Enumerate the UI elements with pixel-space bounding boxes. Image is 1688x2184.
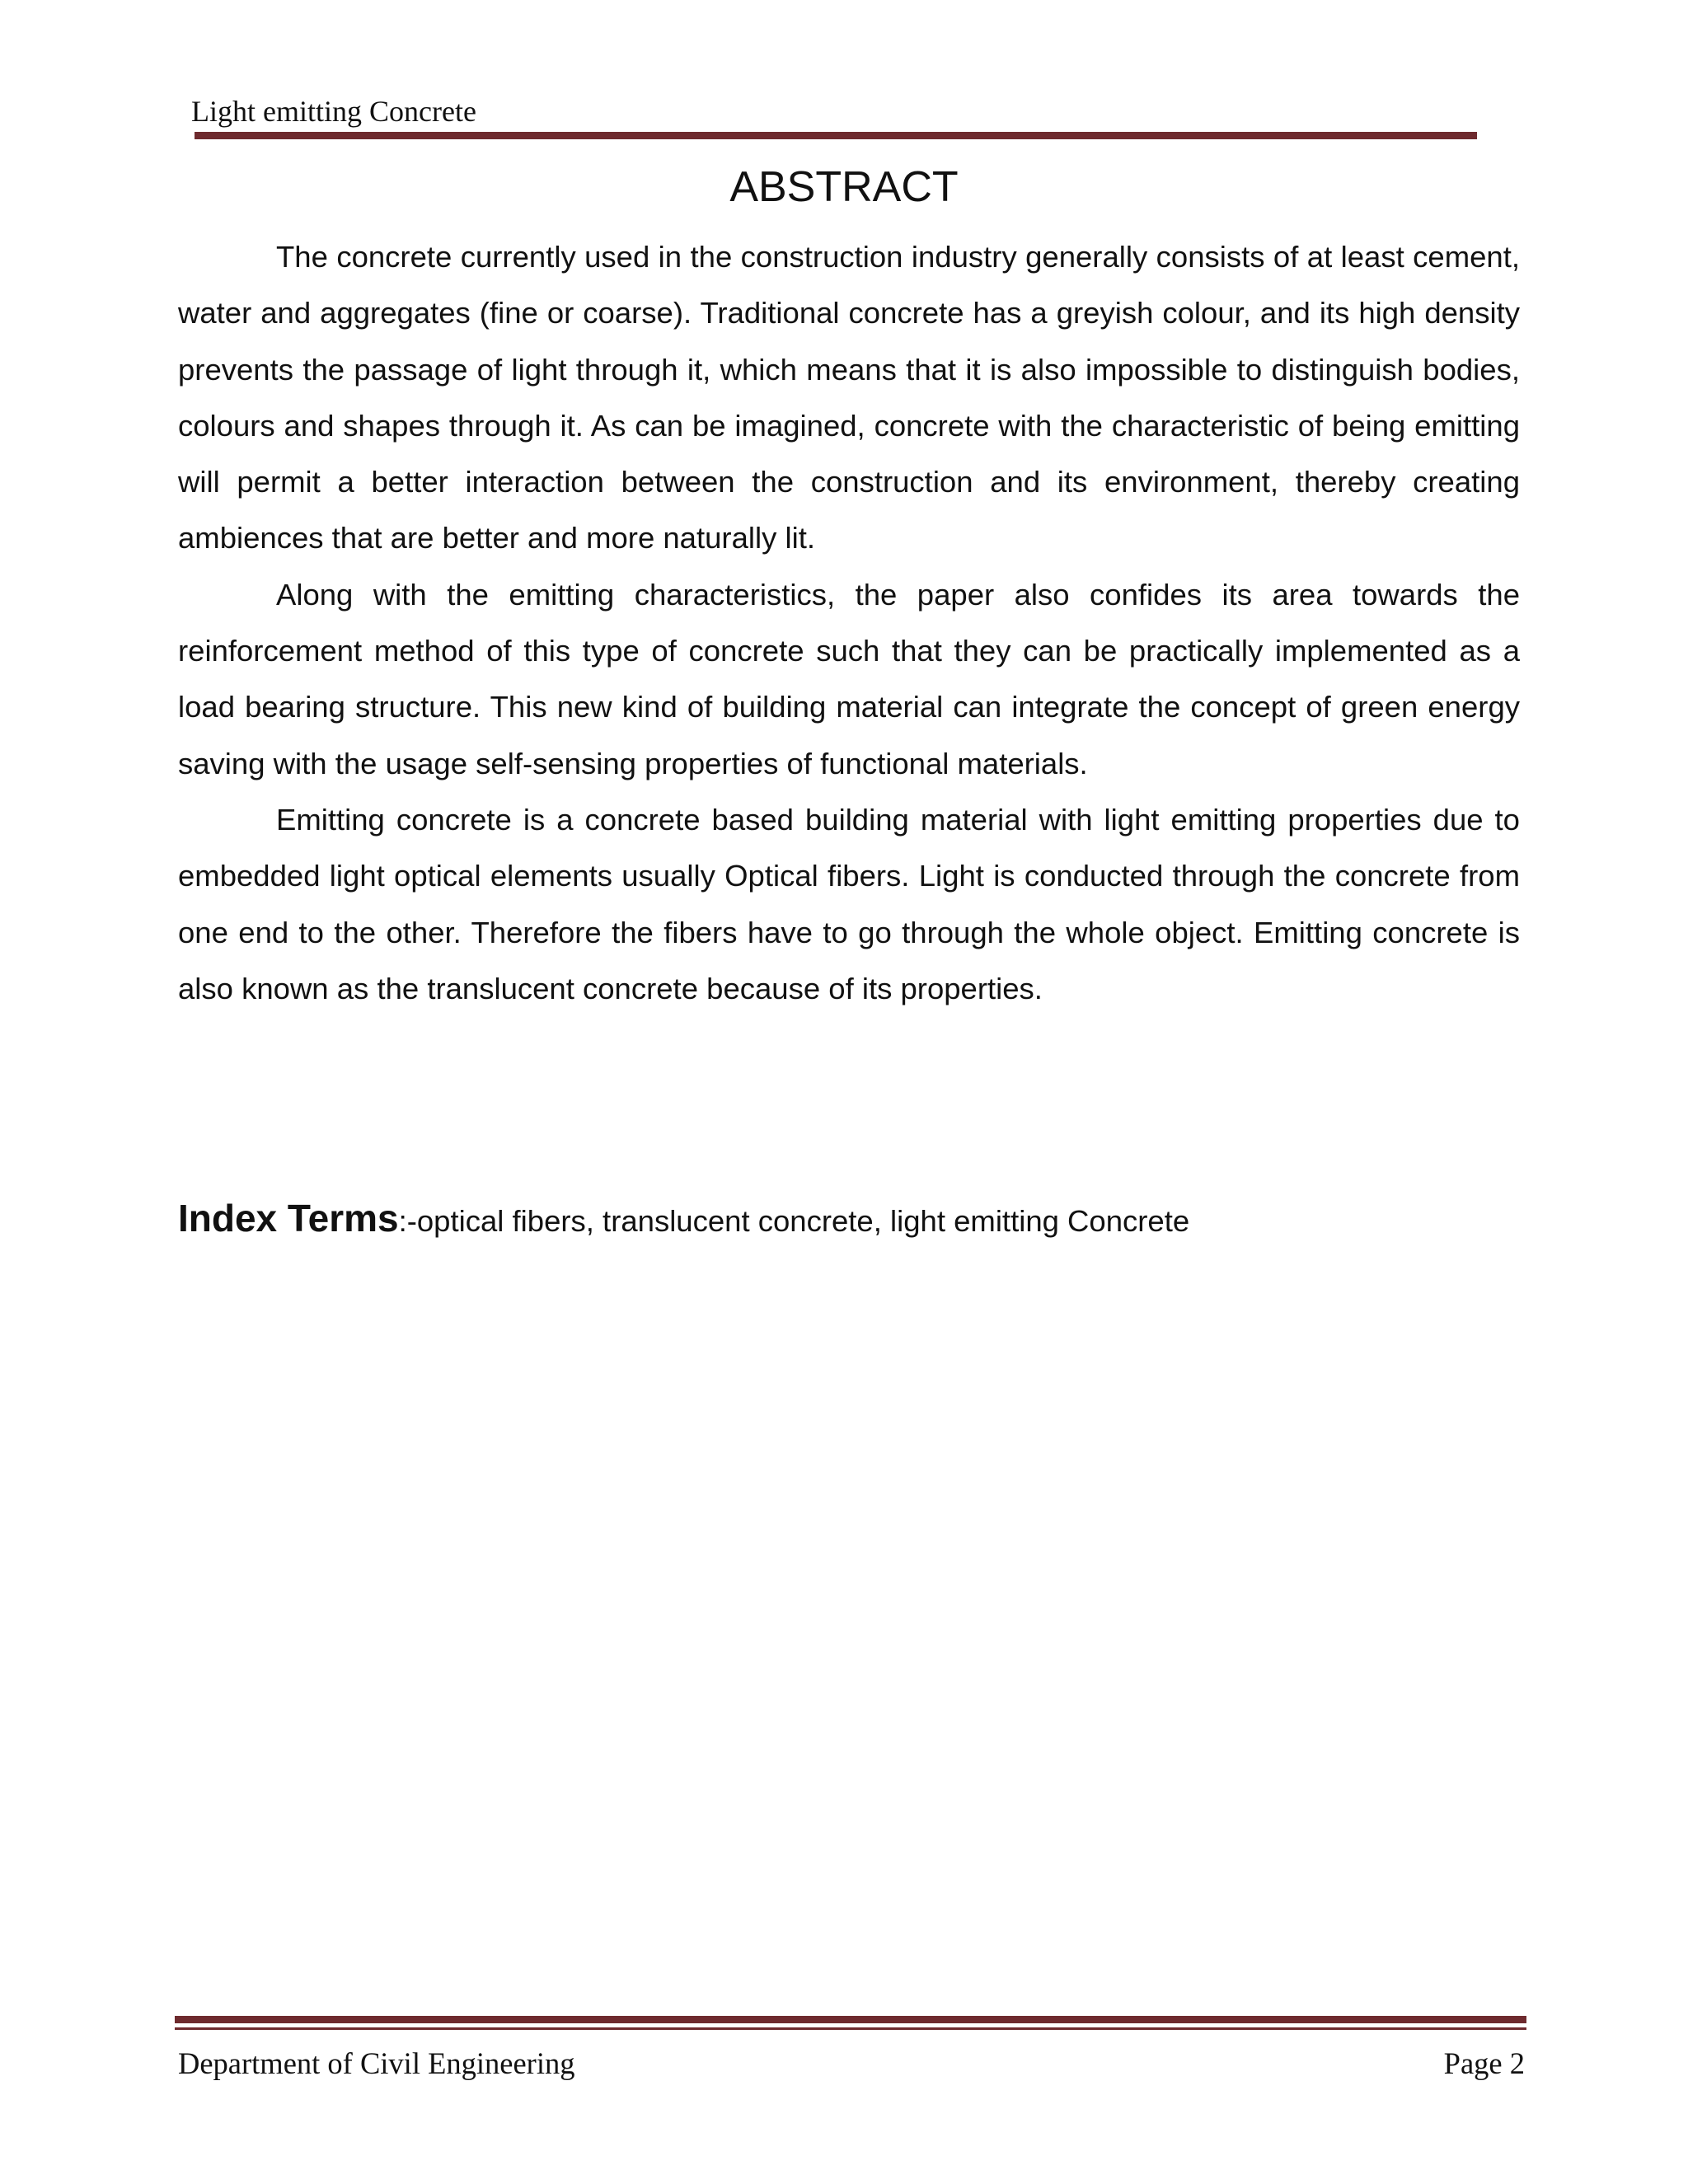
- abstract-body: [178, 229, 1520, 1017]
- abstract-paragraph-2: Along with the emitting characteristics, the paper also confides its area towards the reinforcement method of this type of concrete such that they can be practically implemented as a load bearing structure. This new kind of building material can integrate the concept of green energy saving with the usage self-sensing properties of functional materials.: [178, 577, 1520, 780]
- index-terms-text: :-optical fibers, translucent concrete, light emitting Concrete: [398, 1204, 1190, 1238]
- footer-page-number: Page 2: [1443, 2046, 1525, 2080]
- index-terms: [178, 1191, 1520, 1249]
- abstract-heading: ABSTRACT: [729, 163, 959, 211]
- footer-rule-thick: [175, 2016, 1526, 2023]
- abstract-paragraph-1: The concrete currently used in the construction industry generally consists of at least cement, water and aggregates (fine or coarse). Traditional concrete has a greyish colour, and its high density prevents the passage of light through it, which means that it is also impossible to distinguish bodies, colours and shapes through it. As can be imagined, concrete with the characteristic of being emitting will permit a better interaction between the construction and its environment, thereby creating ambiences that are better and more naturally lit.: [178, 240, 1520, 555]
- footer-department: Department of Civil Engineering: [178, 2046, 575, 2080]
- abstract-paragraph-3: Emitting concrete is a concrete based building material with light emitting properties due to embedded light optical elements usually Optical fibers. Light is conducted through the concrete from one end to the other. Therefore the fibers have to go through the whole object. Emitting concrete is also known as the translucent concrete because of its properties.: [178, 802, 1520, 1005]
- running-header-title: Light emitting Concrete: [191, 95, 476, 128]
- header-rule: [195, 132, 1477, 139]
- index-terms-label: Index Terms: [178, 1197, 399, 1240]
- footer-rule-thin: [175, 2027, 1526, 2030]
